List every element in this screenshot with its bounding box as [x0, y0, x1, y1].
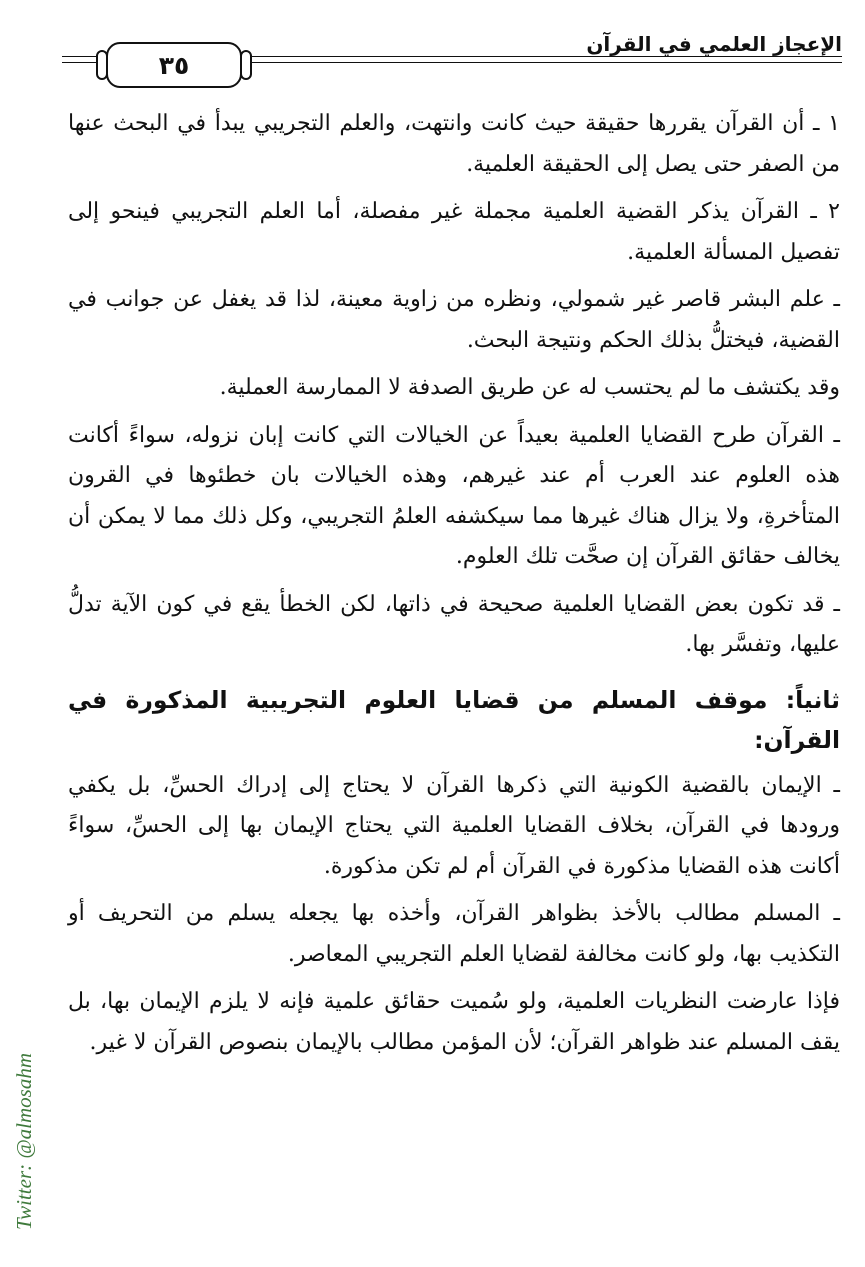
page-number-badge	[106, 42, 242, 88]
paragraph-2: ٢ ـ القرآن يذكر القضية العلمية مجملة غير مفصلة، أما العلم التجريبي فينحو إلى تفصيل المسألة العلمية.	[68, 199, 840, 265]
header-rule-right	[252, 56, 842, 57]
paragraph-6: ـ قد تكون بعض القضايا العلمية صحيحة في ذاتها، لكن الخطأ يقع في كون الآية تدلُّ عليها، وتفسَّر بها.	[68, 591, 840, 657]
body-text	[68, 104, 840, 1063]
page-header	[62, 28, 842, 88]
paragraph-9: فإذا عارضت النظريات العلمية، ولو سُميت حقائق علمية فإنه لا يلزم الإيمان بها، بل يقف المسلم عند ظواهر القرآن؛ لأن المؤمن مطالب بالإيمان بنصوص القرآن لا غير.	[68, 989, 840, 1055]
paragraph-3: ـ علم البشر قاصر غير شمولي، ونظره من زاوية معينة، لذا قد يغفل عن جوانب في القضية، فيختلُّ بذلك الحكم ونتيجة البحث.	[68, 287, 840, 353]
running-title: الإعجاز العلمي في القرآن	[586, 32, 842, 56]
paragraph-1: ١ ـ أن القرآن يقررها حقيقة حيث كانت وانتهت، والعلم التجريبي يبدأ في البحث عنها من الصفر حتى يصل إلى الحقيقة العلمية.	[68, 111, 840, 177]
paragraph-7: ـ الإيمان بالقضية الكونية التي ذكرها القرآن لا يحتاج إلى إدراك الحسِّ، بل يكفي ورودها في القرآن، بخلاف القضايا العلمية التي يحتاج الإيمان بها إلى الحسِّ، سواءً أكانت هذه القضايا مذكورة في القرآن أم لم تكن مذكورة.	[68, 772, 840, 879]
paragraph-5: ـ القرآن طرح القضايا العلمية بعيداً عن الخيالات التي كانت إبان نزوله، سواءً أكانت هذه العلوم عند العرب أم عند غيرهم، وهذه الخيالات بان خطئوها في القرون المتأخرةِ، ولا يزال هناك غيرها مما سيكشفه العلمُ التجريبي، وكل ذلك مما لا يمكن أن يخالف حقائق القرآن إن صحَّت تلك العلوم.	[68, 422, 840, 569]
paragraph-8: ـ المسلم مطالب بالأخذ بظواهر القرآن، وأخذه بها يجعله يسلم من التحريف أو التكذيب بها، ولو كانت مخالفة لقضايا العلم التجريبي المعاصر.	[68, 901, 840, 967]
twitter-watermark: Twitter: @almosahm	[12, 1052, 36, 1230]
paragraph-4: وقد يكتشف ما لم يحتسب له عن طريق الصدفة لا الممارسة العملية.	[219, 375, 840, 400]
page-number: ٣٥	[158, 50, 190, 80]
header-rule-right-2	[252, 62, 842, 63]
section-heading: ثانياً: موقف المسلم من قضايا العلوم التجريبية المذكورة في القرآن:	[68, 685, 840, 754]
